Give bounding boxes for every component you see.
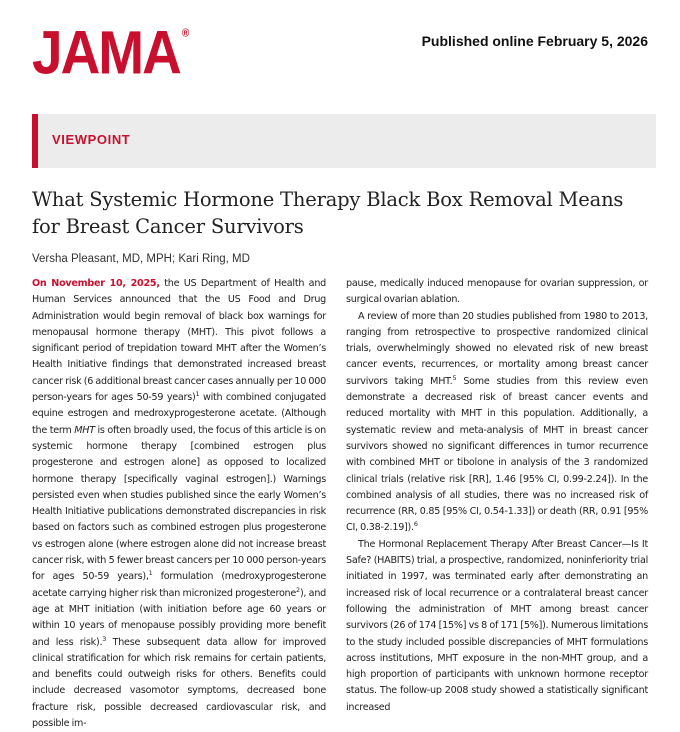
body-column-left (32, 276, 326, 732)
body-text: Some studies from this review even demonstrate a decreased risk of breast cancer events and reduced mortality with MHT in this population. Additionally, a systematic review and meta-analysis of MHT in breast cancer survivors showed no significant differences in tumor recurrence with combined MHT or tibolone in analysis of the 3 randomized clinical trials (relative risk [RR], 1.46 [95% CI, 0.99-2.24]). In the combined analysis of all studies, there was no increased risk of recurrence (RR, 0.85 [95% CI, 0.54-1.33]) or death (RR, 0.91 [95% CI, 0.38-2.19]). (346, 375, 649, 534)
body-column-right (346, 276, 648, 716)
section-label: VIEWPOINT (52, 132, 131, 147)
body-paragraph: pause, medically induced menopause for ovarian suppression, or surgical ovarian ablation. (346, 278, 648, 306)
reference-superscript: 5 (452, 373, 457, 382)
reference-superscript: 3 (102, 634, 107, 643)
body-paragraph: The Hormonal Replacement Therapy After Breast Cancer—Is It Safe? (HABITS) trial, a prospective, randomized, noninferiority trial initiated in 1997, was terminated early after demonstrating an increased risk of local recurrence or a contralateral breast cancer following the administration of MHT among breast cancer survivors (26 of 174 [15%] vs 8 of 171 [5%]). Numerous limitations to the study included possible discrepancies of MHT formulations across institutions, MHT exposure in the non-MHT group, and a high proportion of participants with unknown hormone receptor status. The follow-up 2008 study showed a statistically significant increased (346, 538, 648, 713)
body-paragraph (32, 276, 326, 732)
registered-mark: ® (181, 27, 190, 40)
body-text: the US Department of Health and Human Services announced that the US Food and Drug Administration would begin removal of black box warnings for menopausal hormone therapy (MHT). This pivot follows a significant period of trepidation toward MHT after the Women’s Health Initiative findings that demonstrated increased breast cancer risk (6 additional breast cancer cases annually per 10 000 person-years for ages 50-59 years) (32, 278, 326, 404)
body-text: with combined conjugated equine estrogen and medroxyprogesterone acetate. (Although the term (32, 392, 326, 436)
body-paragraph (346, 309, 648, 537)
article-title: What Systemic Hormone Therapy Black Box Removal Means for Breast Cancer Survivors (32, 188, 624, 238)
body-text: ), and age at MHT initiation (with initiation before age 60 years or within 10 years of menopause possibly providing more benefit and less risk). (32, 587, 326, 648)
body-text: is often broadly used, the focus of this article is on systemic hormone therapy [combined estrogen plus progesterone and estrogen alone] as opposed to localized hormone therapy [specifically vaginal estrogen].) Warnings persisted even when studies published since the early Women’s Health Initiative publications demonstrated discrepancies in risk based on factors such as combined estrogen plus progesterone vs estrogen alone (where estrogen alone did not increase breast cancer risk, with 5 fewer breast cancers per 10 000 person-years for ages 50-59 years), (32, 424, 326, 583)
jama-logo (32, 17, 190, 87)
reference-superscript: 1 (195, 389, 200, 398)
publication-date: Published online February 5, 2026 (421, 33, 648, 49)
italic-term: MHT (74, 424, 95, 436)
article-authors: Versha Pleasant, MD, MPH; Kari Ring, MD (32, 253, 250, 265)
reference-superscript: 1 (148, 569, 153, 578)
section-band (32, 114, 656, 168)
lead-date: On November 10, 2025, (32, 278, 160, 289)
body-text: These subsequent data allow for improved clinical stratification for which risk remains for certain patients, and benefits could outweigh risks for others. Benefits could include decreased vasomotor symptoms, decreased bone fracture risk, possible decreased cardiovascular risk, and possible im- (32, 636, 326, 730)
reference-superscript: 2 (296, 585, 300, 594)
body-text: A review of more than 20 studies published from 1980 to 2013, ranging from retrospective to prospective randomized clinical trials, overwhelmingly showed no elevated risk of new breast cancer events, recurrences, or mortality among breast cancer survivors taking MHT. (346, 310, 648, 387)
logo-text: JAMA (32, 17, 180, 87)
body-text: formulation (medroxyprogesterone acetate carrying higher risk than micronized progesterone (32, 571, 326, 599)
reference-superscript: 6 (413, 520, 418, 529)
section-accent-bar (32, 114, 38, 168)
